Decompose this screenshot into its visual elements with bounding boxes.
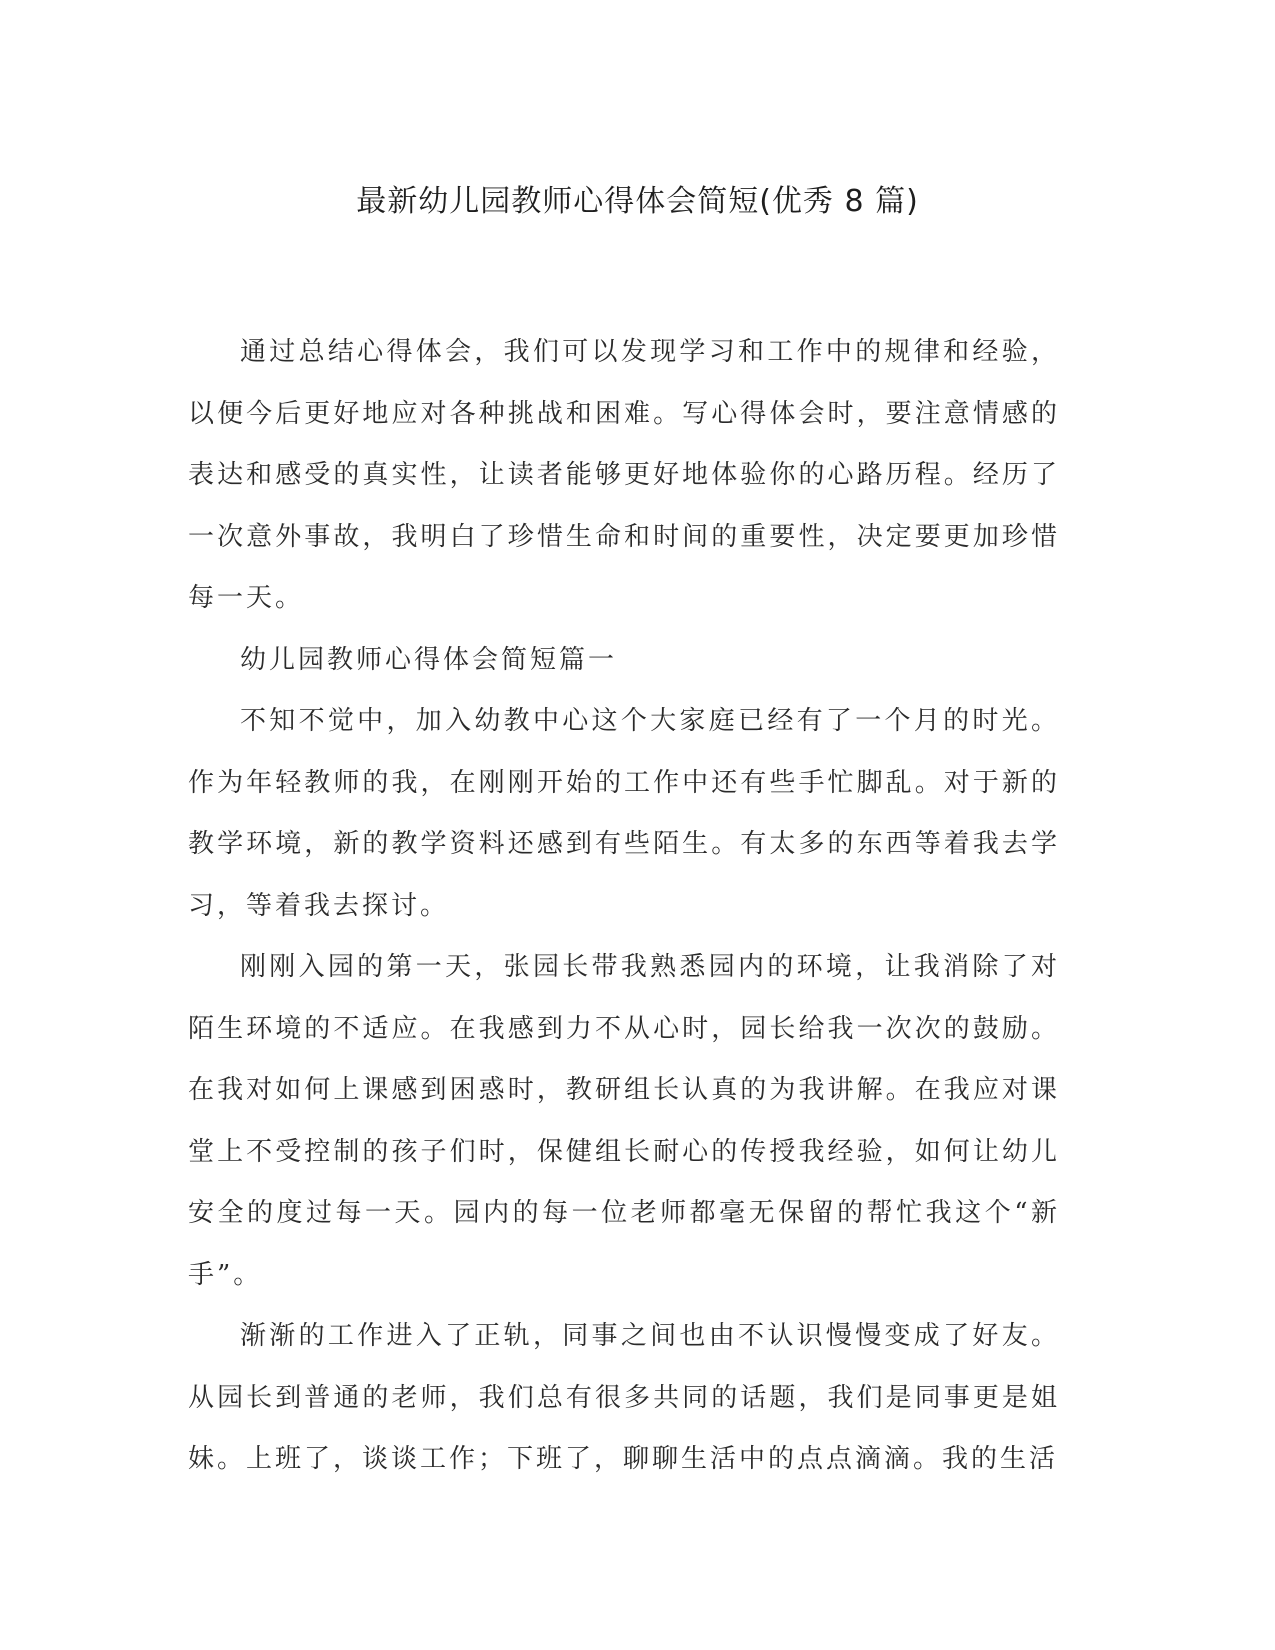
body-paragraph: 渐渐的工作进入了正轨，同事之间也由不认识慢慢变成了好友。从园长到普通的老师，我们总有很多共同的话题，我们是同事更是姐妹。上班了，谈谈工作；下班了，聊聊生活中的点点滴滴。我的生活 (188, 1321, 1060, 1474)
body-paragraph: 不知不觉中，加入幼教中心这个大家庭已经有了一个月的时光。作为年轻教师的我，在刚刚开始的工作中还有些手忙脚乱。对于新的教学环境，新的教学资料还感到有些陌生。有太多的东西等着我去学习，等着我去探讨。 (188, 706, 1060, 921)
section-heading: 幼儿园教师心得体会简短篇一 (240, 644, 618, 675)
document-title: 最新幼儿园教师心得体会简短(优秀 8 篇) (356, 184, 919, 219)
document-body (188, 322, 1060, 1491)
intro-paragraph: 通过总结心得体会，我们可以发现学习和工作中的规律和经验，以便今后更好地应对各种挑战和困难。写心得体会时，要注意情感的表达和感受的真实性，让读者能够更好地体验你的心路历程。经历了一次意外事故，我明白了珍惜生命和时间的重要性，决定要更加珍惜每一天。 (188, 337, 1060, 613)
body-paragraph: 刚刚入园的第一天，张园长带我熟悉园内的环境，让我消除了对陌生环境的不适应。在我感到力不从心时，园长给我一次次的鼓励。在我对如何上课感到困惑时，教研组长认真的为我讲解。在我应对课堂上不受控制的孩子们时，保健组长耐心的传授我经验，如何让幼儿安全的度过每一天。园内的每一位老师都毫无保留的帮忙我这个“新手”。 (188, 952, 1060, 1290)
